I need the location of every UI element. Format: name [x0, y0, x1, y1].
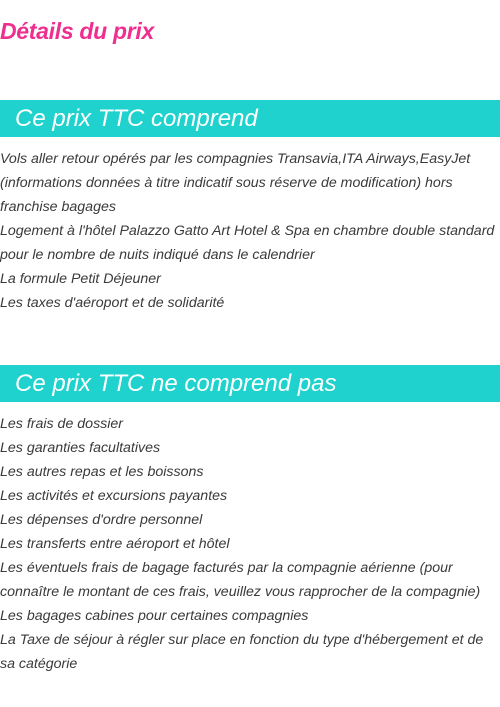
- list-item: Les transferts entre aéroport et hôtel: [0, 536, 230, 552]
- page-title: Détails du prix: [0, 18, 154, 44]
- included-section-header: Ce prix TTC comprend: [0, 100, 500, 137]
- list-item: Les activités et excursions payantes: [0, 488, 228, 504]
- list-item: La formule Petit Déjeuner: [0, 271, 161, 287]
- list-item: Les taxes d'aéroport et de solidarité: [0, 295, 225, 311]
- list-item: La Taxe de séjour à régler sur place en fonction du type d'hébergement et de sa catégorie: [0, 632, 484, 672]
- list-item: Les bagages cabines pour certaines compagnies: [0, 608, 309, 624]
- list-item: Les éventuels frais de bagage facturés par la compagnie aérienne (pour connaître le montant de ces frais, veuillez vous rapprocher de la compagnie): [0, 560, 481, 600]
- excluded-section-header: Ce prix TTC ne comprend pas: [0, 365, 500, 402]
- list-item: Les garanties facultatives: [0, 440, 161, 456]
- list-item: Les frais de dossier: [0, 416, 124, 432]
- included-list: [0, 147, 500, 315]
- list-item: Vols aller retour opérés par les compagnies Transavia,ITA Airways,EasyJet (informations données à titre indicatif sous réserve de modification) hors franchise bagages: [0, 151, 471, 215]
- list-item: Les autres repas et les boissons: [0, 464, 204, 480]
- list-item: Logement à l'hôtel Palazzo Gatto Art Hotel & Spa en chambre double standard pour le nombre de nuits indiqué dans le calendrier: [0, 223, 495, 263]
- excluded-list: [0, 412, 500, 676]
- list-item: Les dépenses d'ordre personnel: [0, 512, 203, 528]
